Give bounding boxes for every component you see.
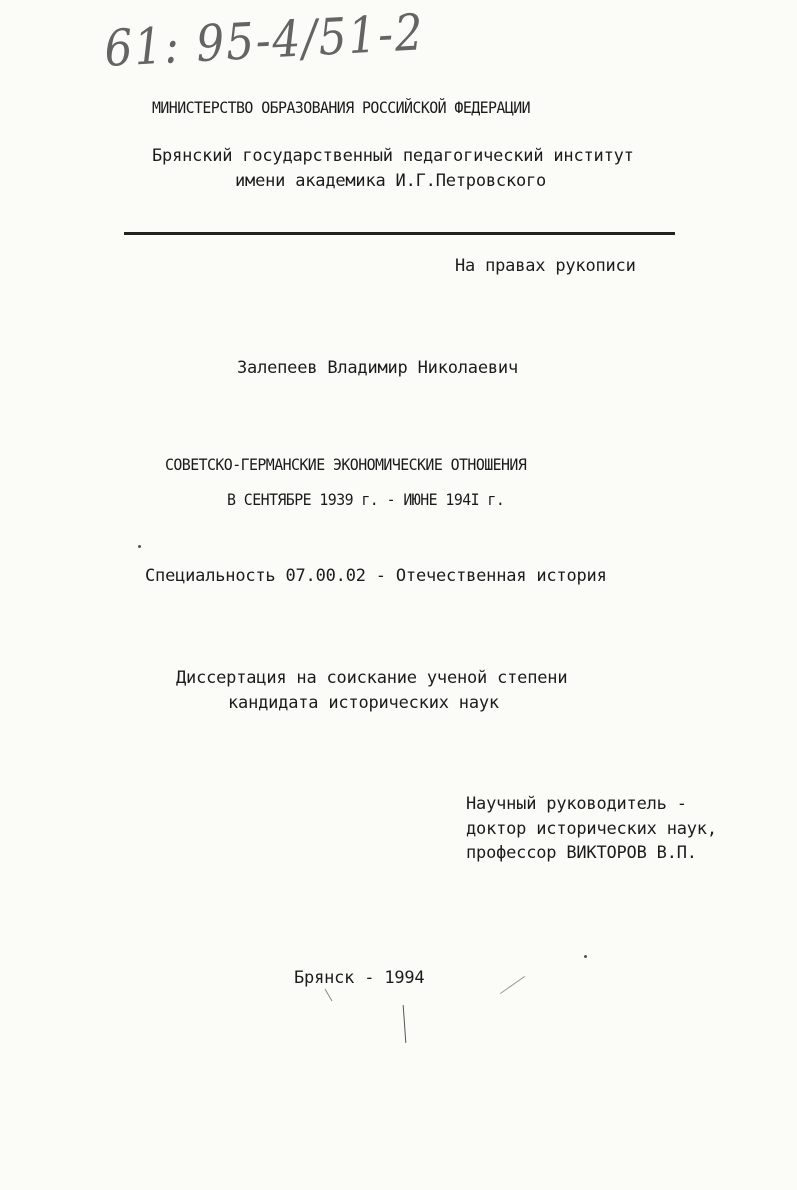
ministry-heading: МИНИСТЕРСТВО ОБРАЗОВАНИЯ РОССИЙСКОЙ ФЕДЕРАЦИИ [152, 98, 531, 117]
author-name: Залепеев Владимир Николаевич [237, 358, 518, 378]
specialty: Специальность 07.00.02 - Отечественная история [145, 566, 607, 586]
institute-name-continued: имени академика И.Г.Петровского [235, 171, 547, 191]
supervisor-role: Научный руководитель - [466, 794, 687, 814]
supervisor-name: профессор ВИКТОРОВ В.П. [466, 843, 697, 863]
speck-mark [584, 955, 587, 958]
dissertation-title-line2: В СЕНТЯБРЕ 1939 г. - ИЮНЕ 194I г. [227, 490, 505, 509]
supervisor-degree: доктор исторических наук, [466, 819, 717, 839]
header-divider [124, 232, 675, 235]
pen-stroke-mark [325, 989, 333, 1002]
speck-mark [138, 545, 141, 548]
handwritten-catalog-number: 61: 95-4/51-2 [103, 3, 426, 78]
degree-line1: Диссертация на соискание ученой степени [176, 668, 568, 688]
dissertation-title-line1: СОВЕТСКО-ГЕРМАНСКИЕ ЭКОНОМИЧЕСКИЕ ОТНОШЕНИЯ [165, 455, 527, 474]
institute-name: Брянский государственный педагогический институт [152, 146, 634, 166]
pen-stroke-mark [500, 976, 525, 994]
degree-line2: кандидата исторических наук [228, 693, 499, 713]
pen-stroke-mark [403, 1005, 407, 1043]
manuscript-note: На правах рукописи [455, 256, 636, 276]
place-and-year: Брянск - 1994 [294, 968, 425, 988]
